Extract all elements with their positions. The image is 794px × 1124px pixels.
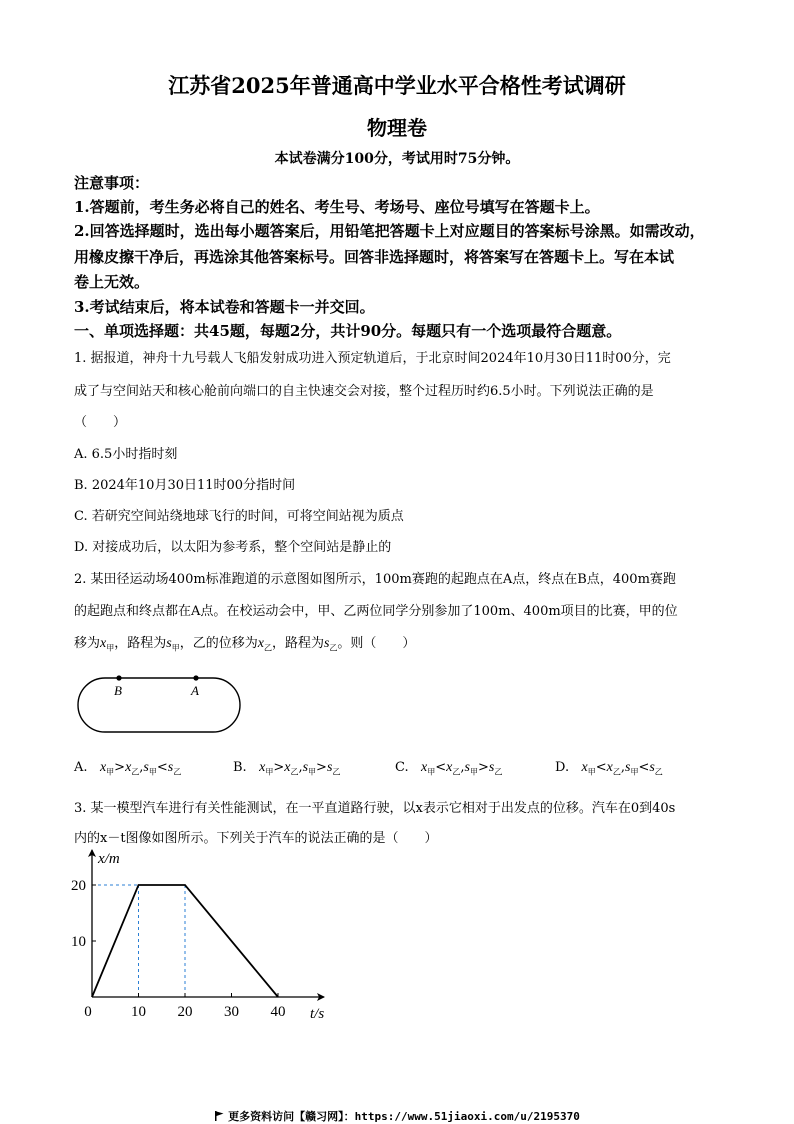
x-tick-label: 10 bbox=[131, 1004, 146, 1020]
var-x: x bbox=[257, 636, 264, 651]
exam-subject: 物理卷 bbox=[367, 116, 427, 140]
flag-icon bbox=[214, 1111, 224, 1121]
q1-stem-line2: 成了与空间站天和核心舱前向端口的自主快速交会对接，整个过程历时约6.5小时。下列说法正确的是 bbox=[74, 384, 654, 399]
q2-option-c: C. $x_甲<x_乙,s_甲>s_乙$ bbox=[395, 760, 503, 777]
q2-stem-line3: 移为$x_甲$，路程为$s_甲$，乙的位移为$x_乙$，路程为$s_乙$。则（ ） bbox=[74, 636, 416, 653]
q2-option-b: B. $x_甲>x_乙,s_甲>s_乙$ bbox=[233, 760, 341, 777]
section-1-heading: 一、单项选择题：共45题，每题2分，共计90分。每题只有一个选项最符合题意。 bbox=[74, 322, 622, 340]
point-b-marker bbox=[116, 675, 121, 680]
footer-link[interactable] bbox=[0, 1108, 794, 1124]
q1-stem-line1: 1. 据报道，神舟十九号载人飞船发射成功进入预定轨道后，于北京时间2024年10月30日11时00分，完 bbox=[74, 351, 671, 366]
track-diagram bbox=[70, 668, 250, 743]
q3-stem-line1: 3. 某一模型汽车进行有关性能测试，在一平直道路行驶，以x表示它相对于出发点的位移。汽车在0到40s bbox=[74, 801, 676, 816]
x-axis-label: t/s bbox=[310, 1006, 325, 1022]
footer-text: 更多资料访问【赣习网】：https://www.51jiaoxi.com/u/2195370 bbox=[228, 1110, 580, 1123]
note-item-1: 1.答题前，考生务必将自己的姓名、考生号、考场号、座位号填写在答题卡上。 bbox=[74, 198, 600, 216]
x-tick-label: 0 bbox=[84, 1004, 92, 1020]
note-item-2-line1: 2.回答选择题时，选出每小题答案后，用铅笔把答题卡上对应题目的答案标号涂黑。如需改动， bbox=[74, 222, 705, 240]
y-tick-label: 20 bbox=[71, 878, 86, 894]
note-item-2-line3: 卷上无效。 bbox=[74, 273, 150, 291]
q3-stem-line2: 内的x－t图像如图所示。下列关于汽车的说法正确的是（ ） bbox=[74, 831, 438, 846]
running-track bbox=[78, 678, 240, 732]
q2-option-d: D. $x_甲<x_乙,s_甲<s_乙$ bbox=[555, 760, 663, 777]
q1-option-d: D. 对接成功后，以太阳为参考系，整个空间站是静止的 bbox=[74, 540, 392, 555]
exam-title: 江苏省2025年普通高中学业水平合格性考试调研 bbox=[168, 73, 626, 98]
q1-answer-bracket: （ ） bbox=[74, 415, 127, 430]
q1-option-c: C. 若研究空间站绕地球飞行的时间，可将空间站视为质点 bbox=[74, 509, 404, 524]
y-axis-label: x/m bbox=[98, 851, 120, 867]
exam-meta: 本试卷满分100分，考试用时75分钟。 bbox=[274, 151, 520, 167]
q1-option-a: A. 6.5小时指时刻 bbox=[74, 447, 178, 462]
var-s: s bbox=[323, 636, 330, 651]
note-item-2-line2: 用橡皮擦干净后，再选涂其他答案标号。回答非选择题时，将答案写在答题卡上。写在本试 bbox=[74, 248, 675, 266]
point-b-label: B bbox=[114, 683, 122, 698]
point-a-marker bbox=[193, 675, 198, 680]
var-s: s bbox=[166, 636, 172, 651]
notes-heading: 注意事项： bbox=[74, 174, 150, 192]
y-tick-label: 10 bbox=[71, 934, 86, 950]
q2-stem-line1: 2. 某田径运动场400m标准跑道的示意图如图所示，100m赛跑的起跑点在A点，终点在B点，400m赛跑 bbox=[74, 572, 676, 587]
q2-option-a: A. $x_甲>x_乙,s_甲<s_乙$ bbox=[74, 760, 182, 777]
q2-stem-line2: 的起跑点和终点都在A点。在校运动会中，甲、乙两位同学分别参加了100m、400m项目的比赛，甲的位 bbox=[74, 604, 678, 619]
point-a-label: A bbox=[191, 683, 199, 698]
x-tick-label: 40 bbox=[270, 1004, 286, 1020]
var-x: x bbox=[100, 636, 107, 651]
note-item-3: 3.考试结束后，将本试卷和答题卡一并交回。 bbox=[74, 298, 375, 316]
q1-option-b: B. 2024年10月30日11时00分指时间 bbox=[74, 478, 296, 493]
x-t-chart bbox=[60, 842, 340, 1027]
x-tick-label: 20 bbox=[177, 1004, 193, 1020]
x-tick-label: 30 bbox=[224, 1004, 239, 1020]
